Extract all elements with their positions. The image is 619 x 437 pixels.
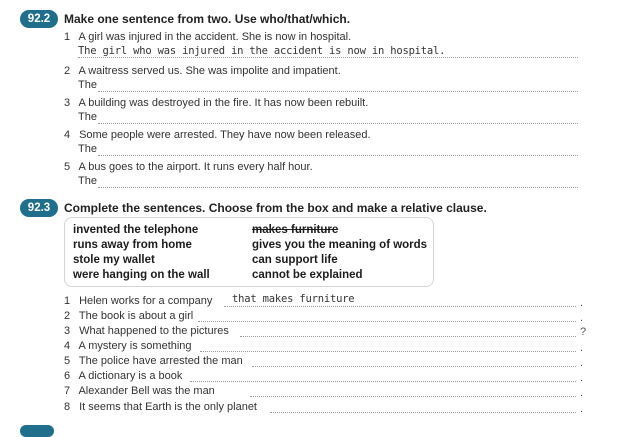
answer-line[interactable] <box>250 396 576 397</box>
answer-start: The <box>78 111 97 123</box>
prompt-line <box>64 30 351 44</box>
item-number: 8 <box>64 401 71 413</box>
sentence-line <box>64 384 215 398</box>
item-number: 2 <box>64 65 71 77</box>
sentence-end-mark: . <box>580 372 584 384</box>
answer-line[interactable] <box>198 321 576 322</box>
answer-line[interactable] <box>240 336 576 337</box>
box-phrase: stole my wallet <box>73 254 155 266</box>
item-number: 4 <box>64 129 71 141</box>
answer-line[interactable] <box>78 57 578 58</box>
sentence-end-mark: . <box>580 357 584 369</box>
exercise-number-badge: 92.2 <box>20 10 58 28</box>
sentence-line <box>64 400 257 414</box>
item-number: 4 <box>64 340 71 352</box>
prompt-text: A girl was injured in the accident. She is now in hospital. <box>78 31 352 43</box>
prompt-line <box>64 128 371 142</box>
next-exercise-badge <box>20 425 54 437</box>
sentence-text: It seems that Earth is the only planet <box>79 401 257 413</box>
sentence-end-mark: . <box>580 297 584 309</box>
prompt-line <box>64 160 313 174</box>
exercise-instruction: Complete the sentences. Choose from the box and make a relative clause. <box>64 201 487 215</box>
sentence-text: The book is about a girl <box>78 310 194 322</box>
item-number: 2 <box>64 310 71 322</box>
box-phrase-used: makes furniture <box>252 224 339 236</box>
sentence-line <box>64 339 192 353</box>
sentence-end-mark: ? <box>580 326 587 338</box>
answer-line[interactable] <box>98 187 578 188</box>
sentence-line <box>64 309 193 323</box>
exercise-instruction: Make one sentence from two. Use who/that/which. <box>64 12 351 26</box>
item-number: 1 <box>64 295 71 307</box>
sentence-line <box>64 294 212 308</box>
box-phrase: runs away from home <box>73 239 192 251</box>
answer-line[interactable] <box>190 381 576 382</box>
sentence-end-mark: . <box>580 403 584 415</box>
sentence-end-mark: . <box>580 387 584 399</box>
prompt-text: A bus goes to the airport. It runs every half hour. <box>78 161 313 173</box>
sentence-text: Helen works for a company <box>79 295 213 307</box>
sentence-text: A dictionary is a book <box>78 370 183 382</box>
box-phrase: gives you the meaning of words <box>252 239 428 251</box>
sentence-text: What happened to the pictures <box>79 325 229 337</box>
box-phrase: can support life <box>252 254 338 266</box>
item-number: 5 <box>64 355 71 367</box>
answer-line[interactable] <box>98 155 578 156</box>
answer-line[interactable] <box>98 123 578 124</box>
item-number: 1 <box>64 31 71 43</box>
prompt-text: A building was destroyed in the fire. It has now been rebuilt. <box>78 97 369 109</box>
sentence-end-mark: . <box>580 312 584 324</box>
answer-line[interactable] <box>200 351 576 352</box>
sentence-text: The police have arrested the man <box>78 355 243 367</box>
answer-start: The <box>78 143 97 155</box>
sentence-text: A mystery is something <box>78 340 192 352</box>
item-number: 5 <box>64 161 71 173</box>
sentence-end-mark: . <box>580 342 584 354</box>
sentence-line <box>64 369 182 383</box>
sentence-line <box>64 324 229 338</box>
sentence-text: Alexander Bell was the man <box>78 385 215 397</box>
item-number: 3 <box>64 97 71 109</box>
item-number: 3 <box>64 325 71 337</box>
box-phrase: were hanging on the wall <box>73 269 210 281</box>
prompt-line <box>64 96 368 110</box>
answer-start: The <box>78 175 97 187</box>
box-phrase: cannot be explained <box>252 269 363 281</box>
answer-line[interactable] <box>98 91 578 92</box>
prompt-text: Some people were arrested. They have now been released. <box>79 129 371 141</box>
exercise-number-badge: 92.3 <box>20 199 58 217</box>
answer-text: The girl who was injured in the accident is now in hospital. <box>78 45 446 57</box>
prompt-line <box>64 64 341 78</box>
answer-line[interactable] <box>270 412 576 413</box>
item-number: 6 <box>64 370 71 382</box>
sentence-line <box>64 354 243 368</box>
answer-line[interactable] <box>252 366 576 367</box>
answer-text: that makes furniture <box>232 293 355 305</box>
box-phrase: invented the telephone <box>73 224 199 236</box>
word-box <box>64 217 434 287</box>
answer-line[interactable] <box>224 306 576 307</box>
item-number: 7 <box>64 385 71 397</box>
prompt-text: A waitress served us. She was impolite and impatient. <box>78 65 341 77</box>
answer-start: The <box>78 79 97 91</box>
